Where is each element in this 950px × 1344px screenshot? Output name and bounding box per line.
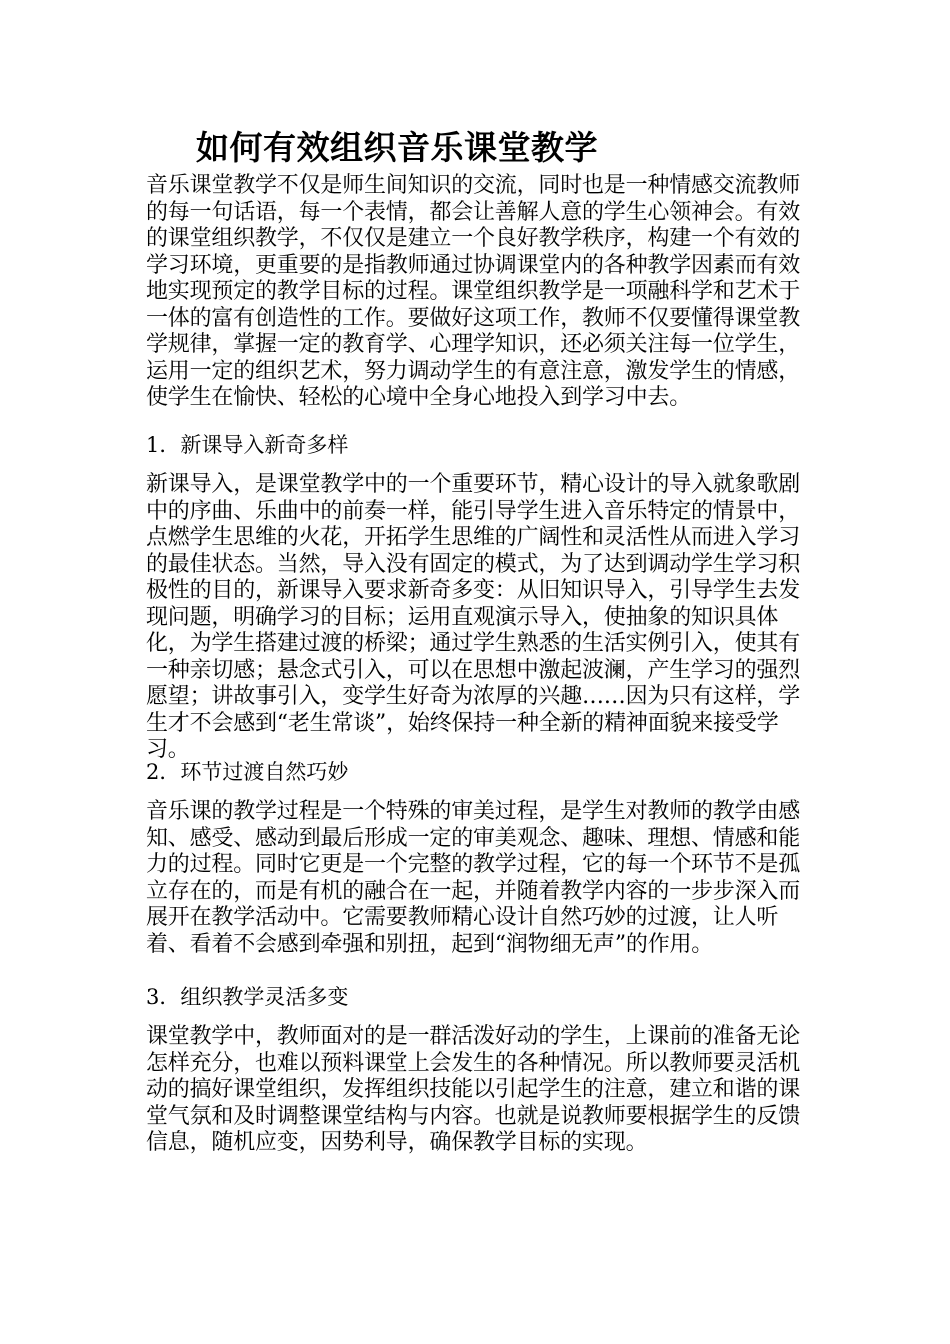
section-paragraph-1: 新课导入，是课堂教学中的一个重要环节，精心设计的导入就象歌剧中的序曲、乐曲中的前奏一样，能引导学生进入音乐特定的情景中，点燃学生思维的火花，开拓学生思维的广阔性和灵活性从而进入学习的最佳状态。当然，导入没有固定的模式，为了达到调动学生学习积极性的目的，新课导入要求新奇多变：从旧知识导入，引导学生去发现问题，明确学习的目标；运用直观演示导入，使抽象的知识具体化，为学生搭建过渡的桥梁；通过学生熟悉的生活实例引入，使其有一种亲切感；悬念式引入，可以在思想中激起波澜，产生学习的强烈愿望；讲故事引入，变学生好奇为浓厚的兴趣……因为只有这样，学生才不会感到“老生常谈”，始终保持一种全新的精神面貌来接受学习。: [146, 472, 801, 762]
section-heading-3: 3．组织教学灵活多变: [146, 985, 349, 1009]
intro-paragraph: 音乐课堂教学不仅是师生间知识的交流，同时也是一种情感交流教师的每一句话语，每一个表情，都会让善解人意的学生心领神会。有效的课堂组织教学，不仅仅是建立一个良好教学秩序，构建一个有效的学习环境，更重要的是指教师通过协调课堂内的各种教学因素而有效地实现预定的教学目标的过程。课堂组织教学是一项融科学和艺术于一体的富有创造性的工作。要做好这项工作，教师不仅要懂得课堂教学规律，掌握一定的教育学、心理学知识，还必须关注每一位学生，运用一定的组织艺术，努力调动学生的有意注意，激发学生的情感，使学生在愉快、轻松的心境中全身心地投入到学习中去。: [146, 173, 801, 410]
section-heading-2: 2．环节过渡自然巧妙: [146, 760, 349, 784]
section-paragraph-3: 课堂教学中，教师面对的是一群活泼好动的学生，上课前的准备无论怎样充分，也难以预料课堂上会发生的各种情况。所以教师要灵活机动的搞好课堂组织，发挥组织技能以引起学生的注意，建立和谐的课堂气氛和及时调整课堂结构与内容。也就是说教师要根据学生的反馈信息，随机应变，因势利导，确保教学目标的实现。: [146, 1024, 801, 1155]
document-title: 如何有效组织音乐课堂教学: [196, 128, 598, 167]
section-heading-1: 1．新课导入新奇多样: [146, 433, 349, 457]
section-paragraph-2: 音乐课的教学过程是一个特殊的审美过程，是学生对教师的教学由感知、感受、感动到最后形成一定的审美观念、趣味、理想、情感和能力的过程。同时它更是一个完整的教学过程，它的每一个环节不是孤立存在的，而是有机的融合在一起，并随着教学内容的一步步深入而展开在教学活动中。它需要教师精心设计自然巧妙的过渡，让人听着、看着不会感到牵强和别扭，起到“润物细无声”的作用。: [146, 799, 801, 957]
